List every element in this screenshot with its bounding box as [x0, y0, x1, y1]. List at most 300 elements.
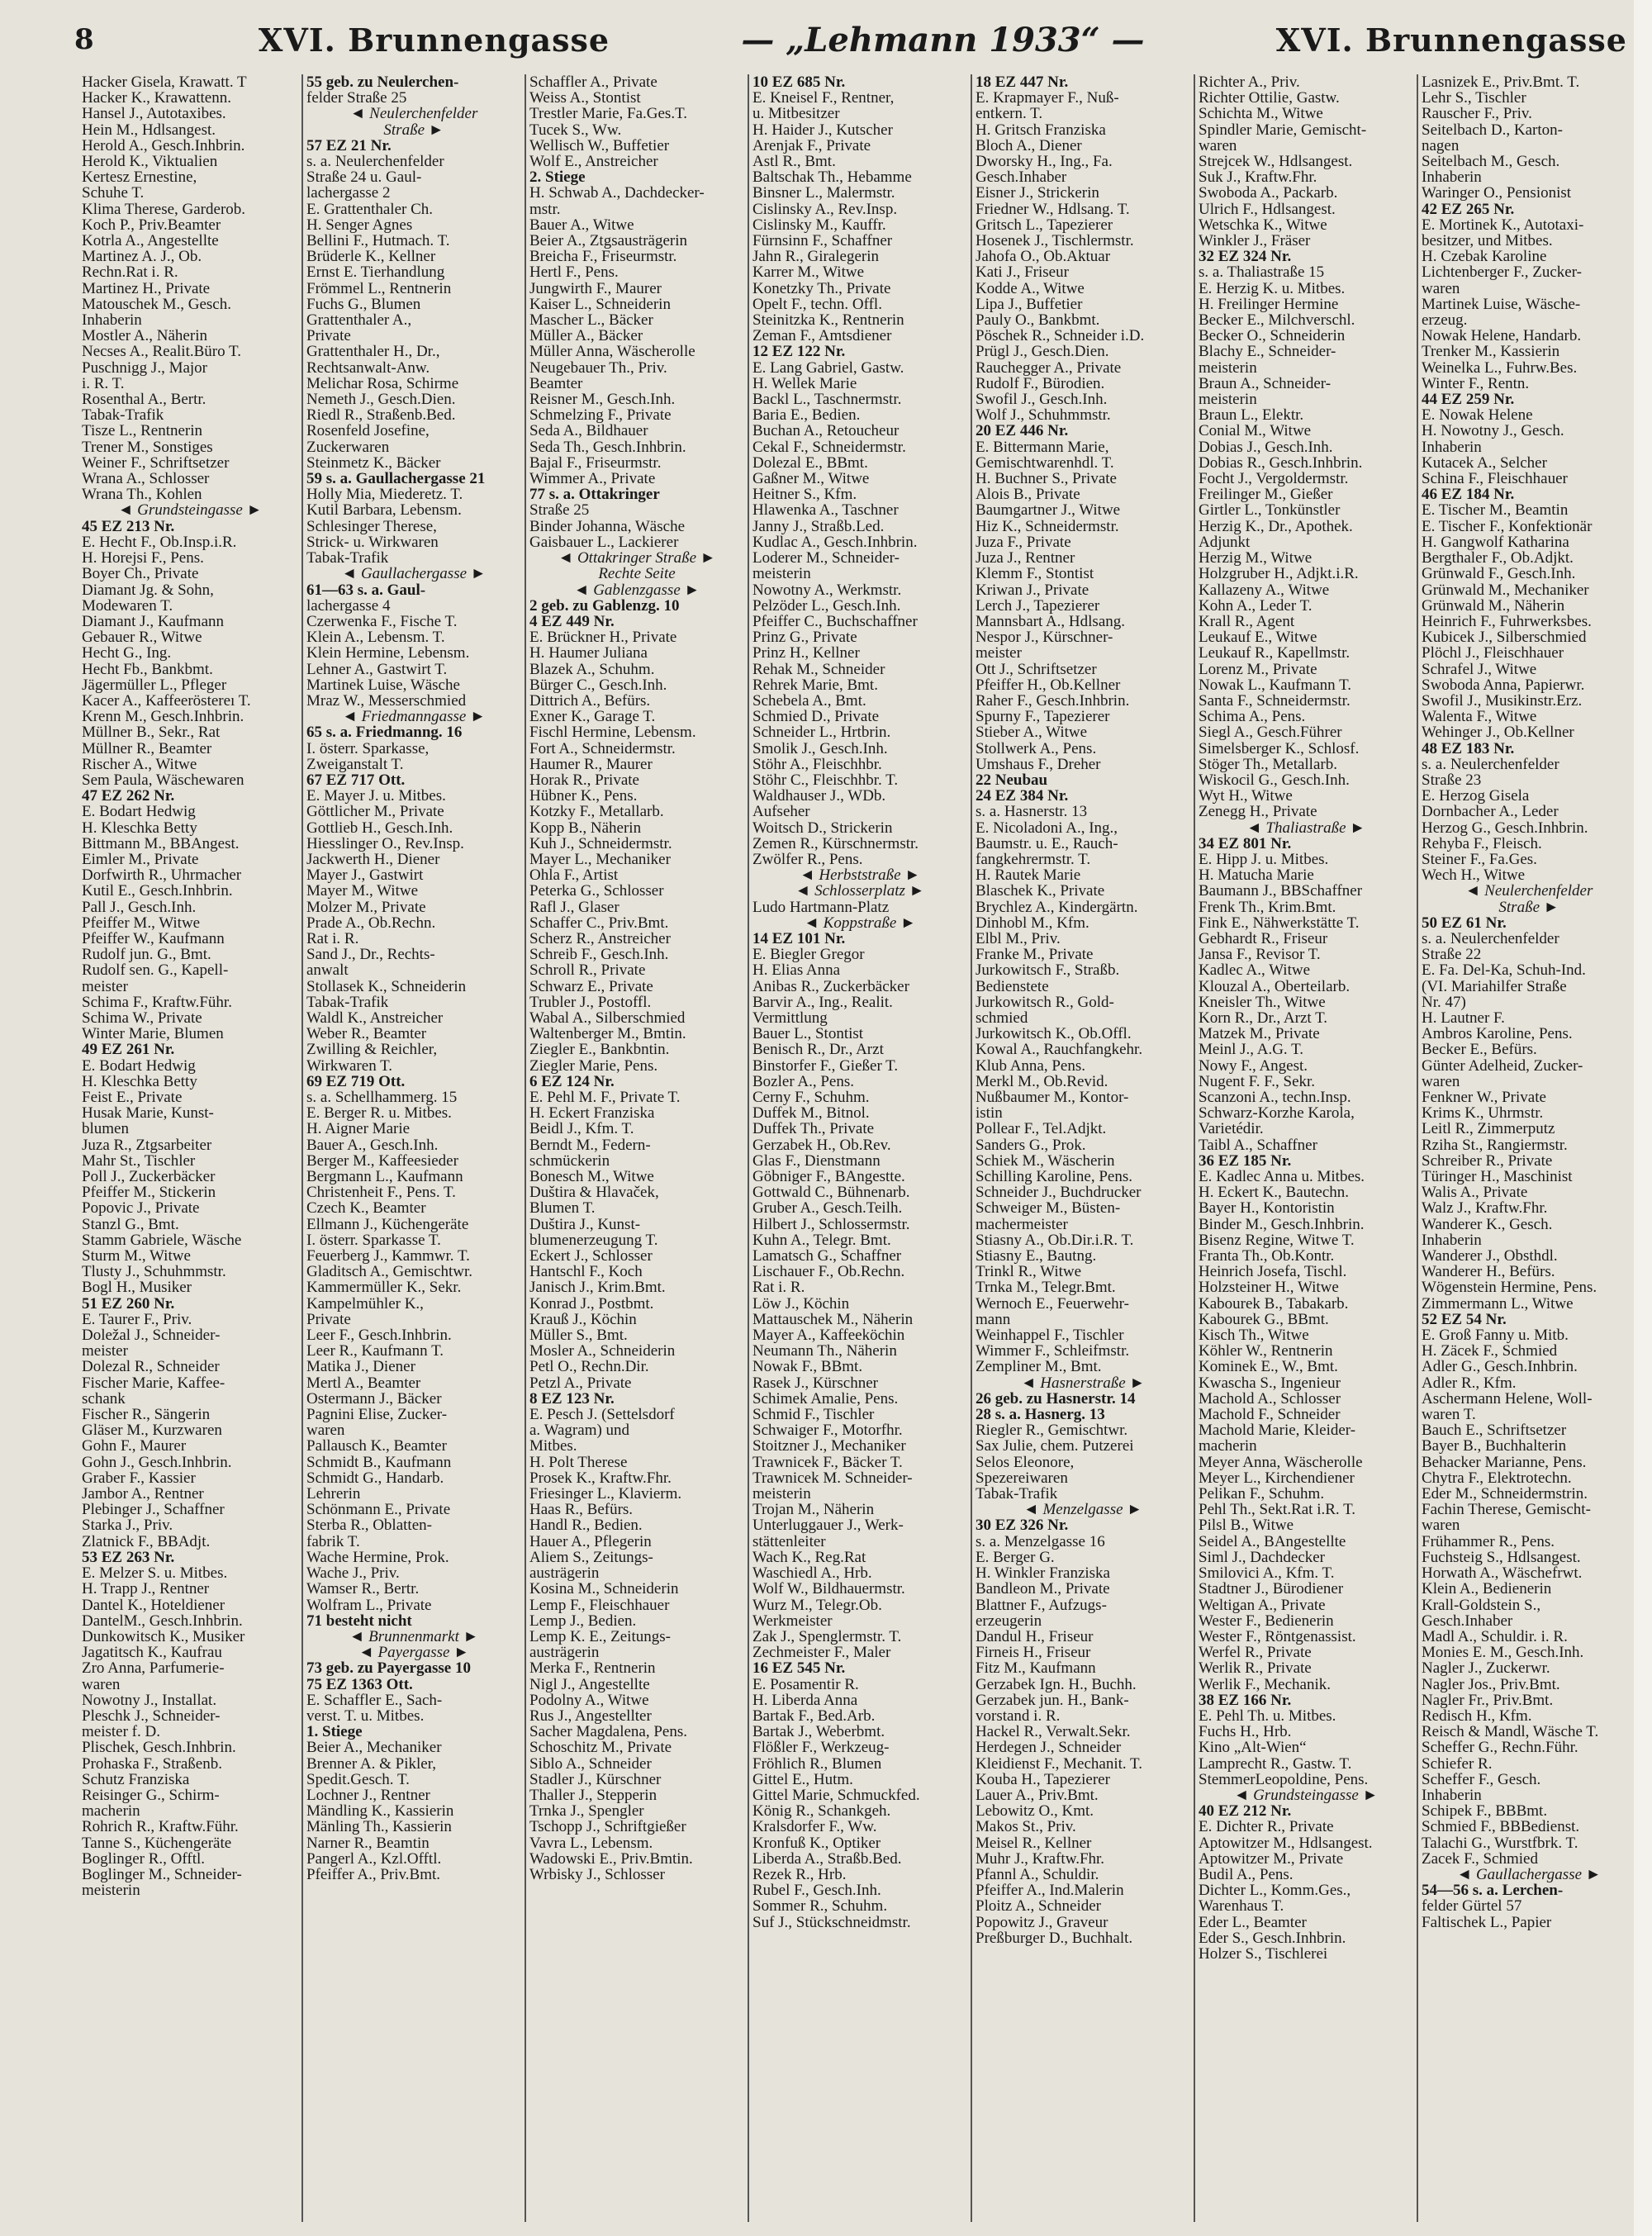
directory-entry: Kadlec A., Witwe — [1199, 962, 1311, 979]
directory-entry: Kati J., Friseur — [976, 264, 1069, 281]
directory-entry: Peterka G., Schlosser — [529, 883, 664, 900]
directory-entry: Kammermüller K., Sekr. — [306, 1279, 462, 1296]
directory-entry: Kuhn A., Telegr. Bmt. — [752, 1232, 891, 1249]
directory-entry: Bajal F., Friseurmstr. — [529, 454, 662, 472]
directory-entry: Pfeiffer M., Witwe — [82, 914, 201, 931]
directory-entry: Beamter — [529, 375, 583, 392]
directory-entry: Löw J., Köchin — [752, 1295, 850, 1312]
directory-entry: Waringer O., Pensionist — [1422, 185, 1572, 202]
directory-entry: Fuchs G., Blumen — [306, 296, 421, 313]
directory-entry: E. Bittermann Marie, — [976, 439, 1109, 455]
directory-entry: Straße 24 u. Gaul- — [306, 169, 422, 186]
directory-entry: E. Biegler Gregor — [752, 947, 865, 963]
directory-entry: ◄ Grundsteingasse ► — [1233, 1787, 1379, 1804]
directory-entry: anwalt — [306, 962, 349, 979]
directory-entry: Umshaus F., Dreher — [976, 756, 1101, 772]
directory-entry: Ziegler Marie, Pens. — [529, 1057, 658, 1074]
directory-entry: Wanderer J., Obsthdl. — [1422, 1248, 1558, 1265]
directory-entry: Prinz H., Kellner — [752, 645, 860, 662]
directory-entry: Kubicek J., Silberschmied — [1422, 629, 1587, 646]
directory-entry: E. Tischer M., Beamtin — [1422, 502, 1569, 519]
directory-entry: ◄ Herbststraße ► — [799, 867, 921, 884]
directory-entry: Christenheit F., Pens. T. — [306, 1184, 456, 1201]
directory-entry: Becker E., Befürs. — [1422, 1042, 1537, 1058]
directory-entry: s. a. Neulerchenfelder — [306, 154, 444, 170]
directory-entry: Stöger Th., Metallarb. — [1199, 756, 1337, 772]
directory-entry: Zak J., Spenglermstr. T. — [752, 1628, 902, 1645]
directory-entry: H. Eckert K., Bautechn. — [1199, 1184, 1350, 1201]
directory-entry: 12 EZ 122 Nr. — [752, 344, 846, 360]
directory-entry: Swofil J., Gesch.Inh. — [976, 392, 1108, 408]
directory-entry: Kacer A., Kaffeeröstereı T. — [82, 692, 251, 710]
directory-entry: Bayer H., Kontoristin — [1199, 1200, 1335, 1217]
directory-entry: Brychlez A., Kindergärtn. — [976, 899, 1138, 915]
directory-entry: i. R. T. — [82, 375, 125, 392]
directory-entry: Matika J., Diener — [306, 1359, 415, 1375]
directory-entry: 54—56 s. a. Lerchen- — [1422, 1882, 1564, 1899]
directory-entry: Sem Paula, Wäschewaren — [82, 771, 244, 789]
directory-entry: schmied — [976, 1009, 1028, 1027]
directory-entry: Kuh J., Schneidermstr. — [529, 835, 672, 852]
directory-entry: Doležal J., Schneider- — [82, 1327, 221, 1344]
directory-entry: ◄ Neulerchenfelder — [349, 106, 478, 122]
directory-entry: Kopp B., Näherin — [529, 819, 642, 836]
directory-entry: Herdegen J., Schneider — [976, 1740, 1122, 1756]
directory-entry: Seidel A., BAngestellte — [1199, 1533, 1346, 1550]
directory-entry: Eimler M., Private — [82, 851, 199, 868]
directory-entry: E. Posamentir R. — [752, 1676, 859, 1692]
directory-entry: Friedner W., Hdlsang. T. — [976, 201, 1130, 217]
directory-entry: Schrafel J., Witwe — [1422, 661, 1537, 677]
directory-entry: Schmied D., Private — [752, 709, 880, 725]
directory-entry: Kisch Th., Witwe — [1199, 1327, 1309, 1344]
directory-entry: Walz J., Kraftw.Fhr. — [1422, 1200, 1548, 1217]
directory-entry: E. Schaffler E., Sach- — [306, 1692, 443, 1708]
directory-entry: austrägerin — [529, 1645, 600, 1661]
directory-entry: Merkl M., Ob.Revid. — [976, 1073, 1108, 1090]
directory-entry: E. Kadlec Anna u. Mitbes. — [1199, 1169, 1365, 1185]
directory-entry: Private — [306, 328, 351, 344]
directory-entry: Rischer A., Witwe — [82, 756, 197, 772]
directory-entry: Kodde A., Witwe — [976, 280, 1085, 297]
directory-entry: Berndt M., Federn- — [529, 1137, 651, 1153]
directory-entry: Molzer M., Private — [306, 899, 426, 915]
directory-entry: 42 EZ 265 Nr. — [1422, 201, 1515, 217]
directory-entry: Wrbisky J., Schlosser — [529, 1866, 665, 1883]
directory-entry: H. Matucha Marie — [1199, 867, 1314, 884]
directory-entry: Wolf J., Schuhmmstr. — [976, 407, 1111, 424]
directory-entry: H. Lautner F. — [1422, 1009, 1505, 1027]
directory-entry: Rechte Seite — [598, 566, 676, 582]
directory-entry: Monies E. M., Gesch.Inh. — [1422, 1645, 1584, 1661]
directory-entry: Binder M., Gesch.Inhbrin. — [1199, 1216, 1365, 1232]
directory-entry: Schneider L., Hrtbrin. — [752, 724, 891, 741]
directory-entry: Vavra L., Lebensm. — [529, 1835, 653, 1851]
directory-entry: Jungwirth F., Maurer — [529, 280, 662, 297]
directory-entry: Franta Th., Ob.Kontr. — [1199, 1248, 1335, 1265]
directory-entry: Lehr S., Tischler — [1422, 90, 1526, 107]
directory-entry: Binder Johanna, Wäsche — [529, 518, 686, 534]
directory-entry: Wache J., Priv. — [306, 1565, 400, 1582]
directory-entry: Holzgruber H., Adjkt.i.R. — [1199, 566, 1359, 582]
directory-entry: Buchan A., Retoucheur — [752, 423, 900, 439]
directory-entry: Kertesz Ernestine, — [82, 169, 197, 186]
directory-entry: Wolf W., Bildhauermstr. — [752, 1581, 905, 1597]
directory-entry: Zechmeister F., Maler — [752, 1645, 891, 1661]
directory-entry: Kabourek B., Tabakarb. — [1199, 1295, 1349, 1312]
directory-entry: Duffek M., Bitnol. — [752, 1105, 870, 1122]
directory-entry: Fröhlich R., Blumen — [752, 1755, 882, 1772]
directory-entry: H. Gritsch Franziska — [976, 121, 1106, 138]
directory-entry: Krenn M., Gesch.Inhbrin. — [82, 709, 244, 725]
directory-entry: Baumstr. u. E., Rauch- — [976, 835, 1118, 852]
directory-entry: 51 EZ 260 Nr. — [82, 1295, 175, 1312]
directory-entry: Herzog G., Gesch.Inhbrin. — [1422, 819, 1588, 836]
directory-entry: H. Eckert Franziska — [529, 1105, 655, 1122]
directory-entry: H. Kleschka Betty — [82, 819, 197, 836]
directory-entry: Steinitzka K., Rentnerin — [752, 312, 904, 329]
directory-entry: 32 EZ 324 Nr. — [1199, 249, 1292, 265]
directory-entry: Graber F., Kassier — [82, 1469, 196, 1487]
directory-entry: E. Hecht F., Ob.Insp.i.R. — [82, 534, 237, 551]
directory-entry: Wache Hermine, Prok. — [306, 1549, 449, 1566]
directory-entry: Trnka J., Spengler — [529, 1803, 644, 1820]
directory-entry: Lehner A., Gastwirt T. — [306, 661, 448, 677]
directory-entry: Siegl A., Gesch.Führer — [1199, 724, 1342, 741]
directory-entry: StemmerLeopoldine, Pens. — [1199, 1771, 1369, 1787]
directory-entry: Suk J., Kraftw.Fhr. — [1199, 169, 1317, 186]
directory-entry: Stiasny E., Bautng. — [976, 1248, 1097, 1265]
directory-entry: Kallazeny A., Witwe — [1199, 582, 1330, 598]
directory-entry: Smilovici A., Kfm. T. — [1199, 1565, 1335, 1582]
directory-entry: istin — [976, 1105, 1003, 1122]
directory-entry: Kouba H., Tapezierer — [976, 1771, 1110, 1787]
directory-entry: Eder S., Gesch.Inhbrin. — [1199, 1930, 1346, 1946]
directory-entry: Rafl J., Glaser — [529, 899, 620, 915]
directory-entry: Bürger C., Gesch.Inh. — [529, 676, 667, 693]
directory-entry: Richter A., Priv. — [1199, 74, 1300, 91]
directory-entry: Müller S., Bmt. — [529, 1327, 628, 1344]
directory-entry: Fenkner W., Private — [1422, 1090, 1546, 1106]
directory-entry: Eder M., Schneidermstrin. — [1422, 1486, 1588, 1503]
directory-entry: Kutacek A., Selcher — [1422, 454, 1547, 472]
directory-entry: Waltenberger M., Bmtin. — [529, 1026, 686, 1042]
directory-entry: Aptowitzer M., Private — [1199, 1850, 1344, 1867]
directory-entry: Koch P., Priv.Beamter — [82, 216, 221, 234]
directory-entry: Kohn A., Leder T. — [1199, 597, 1313, 614]
directory-entry: waren T. — [1422, 1407, 1476, 1423]
directory-entry: Scanzoni A., techn.Insp. — [1199, 1090, 1351, 1106]
directory-entry: König R., Schankgeh. — [752, 1803, 891, 1820]
directory-entry: Bonesch M., Witwe — [529, 1169, 654, 1185]
directory-entry: Winter Marie, Blumen — [82, 1026, 224, 1042]
directory-entry: Pfeiffer W., Kaufmann — [82, 930, 225, 947]
directory-entry: ◄ Hasnerstraße ► — [1020, 1374, 1146, 1391]
directory-entry: Kosina M., Schneiderin — [529, 1581, 679, 1597]
directory-entry: Loderer M., Schneider- — [752, 550, 900, 567]
directory-entry: Bisenz Regine, Witwe T. — [1199, 1232, 1355, 1249]
directory-entry: Vermittlung — [752, 1009, 828, 1027]
directory-entry: Narner R., Beamtin — [306, 1835, 430, 1851]
directory-entry: Backl L., Taschnermstr. — [752, 392, 902, 408]
directory-entry: Leukauf E., Witwe — [1199, 629, 1317, 646]
directory-entry: 6 EZ 124 Nr. — [529, 1073, 615, 1090]
directory-entry: Krims K., Uhrmstr. — [1422, 1105, 1544, 1122]
directory-entry: 75 EZ 1363 Ott. — [306, 1676, 413, 1692]
directory-entry: ◄ Gablenzgasse ► — [573, 582, 700, 598]
directory-entry: Konrad J., Postbmt. — [529, 1295, 654, 1312]
directory-entry: Wolfram L., Private — [306, 1597, 432, 1613]
directory-entry: E. Pesch J. (Settelsdorf — [529, 1407, 675, 1423]
directory-entry: Husak Marie, Kunst- — [82, 1105, 214, 1122]
directory-entry: Grünwald F., Gesch.Inh. — [1422, 566, 1576, 582]
directory-entry: Sand J., Dr., Rechts- — [306, 947, 435, 963]
directory-entry: Machold A., Schlosser — [1199, 1390, 1341, 1408]
directory-entry: waren — [306, 1422, 345, 1439]
directory-entry: Trojan M., Näherin — [752, 1502, 875, 1518]
directory-entry: ◄ Schlosserplatz ► — [795, 883, 925, 900]
directory-entry: 36 EZ 185 Nr. — [1199, 1152, 1292, 1170]
directory-entry: Weinelka L., Fuhrw.Bes. — [1422, 359, 1578, 376]
directory-entry: Mosler A., Schneiderin — [529, 1343, 676, 1360]
directory-entry: 18 EZ 447 Nr. — [976, 74, 1069, 91]
directory-entry: waren — [1422, 280, 1460, 297]
directory-entry: Werkmeister — [752, 1612, 833, 1629]
directory-entry: Kriwan J., Private — [976, 582, 1089, 598]
directory-entry: Mändling K., Kassierin — [306, 1803, 454, 1820]
directory-entry: Blaschek K., Private — [976, 883, 1105, 900]
directory-entry: mstr. — [529, 201, 561, 217]
directory-entry: Kotrla A., Angestellte — [82, 233, 219, 249]
directory-entry: Freilinger M., Gießer — [1199, 487, 1333, 503]
directory-entry: Liberda A., Straßb.Bed. — [752, 1850, 902, 1867]
directory-entry: Fürnsinn F., Schaffner — [752, 233, 893, 249]
directory-entry: Hiz K., Schneidermstr. — [976, 518, 1119, 534]
directory-entry: Fitz M., Kaufmann — [976, 1660, 1096, 1677]
directory-entry: Schuhe T. — [82, 185, 145, 202]
directory-entry: Hecht Fb., Bankbmt. — [82, 661, 213, 677]
directory-entry: Weiner F., Schriftsetzer — [82, 454, 230, 472]
column-3 — [525, 74, 748, 2222]
directory-entry: Faltischek L., Papier — [1422, 1914, 1552, 1930]
directory-entry: Wernoch E., Feuerwehr- — [976, 1295, 1129, 1312]
directory-entry: Schreiber R., Private — [1422, 1152, 1553, 1170]
directory-entry: Meinl J., A.G. T. — [1199, 1042, 1304, 1058]
directory-entry: Nugent F. F., Sekr. — [1199, 1073, 1316, 1090]
directory-entry: E. Krapmayer F., Nuß- — [976, 90, 1119, 107]
directory-entry: E. Lang Gabriel, Gastw. — [752, 359, 904, 376]
directory-entry: Mraz W., Messerschmied — [306, 692, 467, 710]
directory-entry: Dolezal R., Schneider — [82, 1359, 220, 1375]
directory-entry: E. Mortinek K., Autotaxi- — [1422, 216, 1584, 234]
directory-entry: Seda Th., Gesch.Inhbrin. — [529, 439, 686, 455]
directory-entry: Trenker M., Kassierin — [1422, 344, 1560, 360]
directory-entry: Mattauschek M., Näherin — [752, 1311, 914, 1328]
directory-entry: Zwölfer R., Pens. — [752, 851, 863, 868]
header-title: — „Lehmann 1933“ — — [741, 20, 1145, 59]
directory-entry: Schwaiger F., Motorfhr. — [752, 1422, 903, 1439]
directory-entry: Nagler Jos., Priv.Bmt. — [1422, 1676, 1560, 1692]
directory-entry: Rubel F., Gesch.Inh. — [752, 1882, 881, 1899]
directory-entry: Poll J., Zuckerbäcker — [82, 1169, 216, 1185]
directory-entry: Stamm Gabriele, Wäsche — [82, 1232, 242, 1249]
directory-entry: Pehl Th., Sekt.Rat i.R. T. — [1199, 1502, 1356, 1518]
directory-entry: Tanne S., Küchengeräte — [82, 1835, 232, 1851]
directory-entry: Madl A., Schuldir. i. R. — [1422, 1628, 1568, 1645]
directory-entry: Seda A., Bildhauer — [529, 423, 648, 439]
directory-entry: Schimek Amalie, Pens. — [752, 1390, 899, 1408]
directory-entry: Inhaberin — [1422, 1787, 1482, 1804]
directory-entry: Starka J., Priv. — [82, 1517, 173, 1534]
directory-entry: Rat i. R. — [306, 930, 359, 947]
directory-entry: schank — [82, 1390, 126, 1408]
directory-entry: Fort A., Schneidermstr. — [529, 740, 676, 757]
directory-entry: ◄ Friedmanngasse ► — [342, 709, 486, 725]
directory-entry: Spurny F., Tapezierer — [976, 709, 1110, 725]
directory-entry: Rus J., Angestellter — [529, 1707, 652, 1725]
directory-entry: Janisch J., Krim.Bmt. — [529, 1279, 666, 1296]
directory-entry: Jurkowitsch R., Gold- — [976, 994, 1114, 1010]
directory-entry: 2. Stiege — [529, 169, 586, 186]
directory-entry: Mitbes. — [529, 1438, 577, 1455]
column-4 — [748, 74, 971, 2222]
directory-entry: Wyt H., Witwe — [1199, 788, 1293, 805]
directory-entry: Hacker Gisela, Krawatt. T — [82, 74, 247, 91]
directory-entry: Weber R., Beamter — [306, 1026, 427, 1042]
directory-entry: Pfeiffer C., Buchschaffner — [752, 613, 918, 630]
directory-entry: Ernst E. Tierhandlung — [306, 264, 445, 281]
directory-entry: Karrer M., Witwe — [752, 264, 865, 281]
directory-entry: Ohla F., Artist — [529, 867, 619, 884]
directory-entry: Bozler A., Pens. — [752, 1073, 854, 1090]
directory-entry: Trubler J., Postoffl. — [529, 994, 652, 1010]
directory-entry: Gemischtwarenhdl. T. — [976, 454, 1114, 472]
directory-entry: E. Melzer S. u. Mitbes. — [82, 1565, 228, 1582]
directory-entry: blumenerzeugung T. — [529, 1232, 658, 1249]
directory-entry: 24 EZ 384 Nr. — [976, 788, 1069, 805]
directory-entry: Stieber A., Witwe — [976, 724, 1088, 741]
directory-entry: s. a. Hasnerstr. 13 — [976, 804, 1088, 820]
directory-entry: Juza R., Ztgsarbeiter — [82, 1137, 212, 1153]
directory-entry: 52 EZ 54 Nr. — [1422, 1311, 1507, 1328]
directory-entry: Meisel R., Kellner — [976, 1835, 1092, 1851]
directory-entry: Popowitz J., Graveur — [976, 1914, 1108, 1930]
directory-entry: Weinhappel F., Tischler — [976, 1327, 1124, 1344]
directory-entry: Klein A., Lebensm. T. — [306, 629, 445, 646]
directory-entry: Warenhaus T. — [1199, 1898, 1284, 1915]
directory-entry: Werlik F., Mechanik. — [1199, 1676, 1331, 1692]
directory-entry: Rziha St., Rangiermstr. — [1422, 1137, 1568, 1153]
directory-entry: Spezereiwaren — [976, 1469, 1068, 1487]
directory-entry: 53 EZ 263 Nr. — [82, 1549, 175, 1566]
directory-entry: Gottwald C., Bühnenarb. — [752, 1184, 910, 1201]
directory-entry: H. Elias Anna — [752, 962, 841, 979]
directory-entry: ◄ Thaliastraße ► — [1246, 819, 1366, 836]
directory-entry: Göbniger F., BAngestte. — [752, 1169, 905, 1185]
directory-entry: ◄ Gaullachergasse ► — [341, 566, 487, 582]
directory-entry: Dornbacher A., Leder — [1422, 804, 1559, 820]
directory-entry: Grattenthaler H., Dr., — [306, 344, 440, 360]
directory-entry: Dobias R., Gesch.Inhbrin. — [1199, 454, 1363, 472]
column-1 — [78, 74, 301, 2222]
directory-entry: Pauly O., Bankbmt. — [976, 312, 1100, 329]
directory-entry: verst. T. u. Mitbes. — [306, 1707, 425, 1725]
directory-entry: Straße 23 — [1422, 771, 1482, 789]
directory-entry: Stollasek K., Schneiderin — [306, 978, 467, 995]
directory-entry: Trawnicek M. Schneider- — [752, 1469, 913, 1487]
directory-entry: Melichar Rosa, Schirme — [306, 375, 459, 392]
directory-entry: Pfeiffer H., Ob.Kellner — [976, 676, 1121, 693]
directory-entry: mann — [976, 1311, 1011, 1328]
directory-entry: Holzsteiner H., Witwe — [1199, 1279, 1339, 1296]
directory-entry: fabrik T. — [306, 1533, 360, 1550]
directory-entry: Steinmetz K., Bäcker — [306, 454, 441, 472]
directory-entry: Makos St., Priv. — [976, 1819, 1076, 1835]
directory-entry: Schaffler A., Private — [529, 74, 657, 91]
directory-entry: Bauer A., Witwe — [529, 216, 634, 234]
directory-entry: Bittmann M., BBAngest. — [82, 835, 240, 852]
directory-entry: Schutz Franziska — [82, 1771, 190, 1787]
directory-entry: Waldl K., Anstreicher — [306, 1009, 444, 1027]
directory-entry: Lemp K. E., Zeitungs- — [529, 1628, 671, 1645]
directory-entry: blumen — [82, 1121, 129, 1137]
directory-entry: Weltigan A., Private — [1199, 1597, 1326, 1613]
directory-entry: Feuerberg J., Kammwr. T. — [306, 1248, 470, 1265]
directory-entry: Dinhobl M., Kfm. — [976, 914, 1089, 931]
directory-entry: Scheffer F., Gesch. — [1422, 1771, 1541, 1787]
directory-entry: Kaiser L., Schneiderin — [529, 296, 671, 313]
directory-entry: Modewaren T. — [82, 597, 173, 614]
directory-entry: Inhaberin — [82, 312, 142, 329]
directory-entry: 57 EZ 21 Nr. — [306, 137, 392, 154]
directory-entry: Konetzky Th., Private — [752, 280, 891, 297]
directory-entry: fangkehrermstr. T. — [976, 851, 1091, 868]
directory-entry: Schweiger M., Büsten- — [976, 1200, 1121, 1217]
directory-entry: Pangerl A., Kzl.Offtl. — [306, 1850, 442, 1867]
directory-entry: Sommer R., Schuhm. — [752, 1898, 888, 1915]
directory-entry: Diamant Jg. & Sohn, — [82, 582, 214, 598]
directory-entry: Sterba R., Oblatten- — [306, 1517, 432, 1534]
directory-entry: Hiesslinger O., Rev.Insp. — [306, 835, 464, 852]
directory-entry: Nowy F., Angest. — [1199, 1057, 1308, 1074]
directory-entry: Braun L., Elektr. — [1199, 407, 1304, 424]
directory-entry: ◄ Ottakringer Straße ► — [558, 550, 716, 567]
directory-entry: Petl O., Rechn.Dir. — [529, 1359, 649, 1375]
directory-entry: Heinrich F., Fuhrwerksbes. — [1422, 613, 1592, 630]
directory-entry: Zuckerwaren — [306, 439, 390, 455]
directory-entry: Pfeiffer M., Stickerin — [82, 1184, 216, 1201]
directory-entry: Podolny A., Witwe — [529, 1692, 649, 1708]
directory-entry: Cislinsky A., Rev.Insp. — [752, 201, 898, 217]
directory-entry: Exner K., Garage T. — [529, 709, 656, 725]
directory-entry: Tabak-Trafik — [976, 1486, 1058, 1503]
directory-entry: Lemp F., Fleischhauer — [529, 1597, 670, 1613]
directory-entry: Merka F., Rentnerin — [529, 1660, 656, 1677]
directory-entry: Redisch H., Kfm. — [1422, 1707, 1532, 1725]
directory-entry: Bellini F., Hutmach. T. — [306, 233, 450, 249]
directory-entry: Lichtenberger F., Zucker- — [1422, 264, 1582, 281]
directory-entry: Cerny F., Schuhm. — [752, 1090, 870, 1106]
directory-entry: Schilling Karoline, Pens. — [976, 1169, 1132, 1185]
directory-entry: Kutil Barbara, Lebensm. — [306, 502, 462, 519]
directory-entry: Inhaberin — [1422, 1232, 1482, 1249]
directory-entry: DantelM., Gesch.Inhbrin. — [82, 1612, 243, 1629]
directory-entry: Dolezal E., BBmt. — [752, 454, 868, 472]
directory-entry: Muhr J., Kraftw.Fhr. — [976, 1850, 1105, 1867]
directory-entry: Juza F., Private — [976, 534, 1071, 551]
directory-entry: E. Herzog Gisela — [1422, 788, 1530, 805]
directory-entry: 59 s. a. Gaullachergasse 21 — [306, 471, 486, 487]
